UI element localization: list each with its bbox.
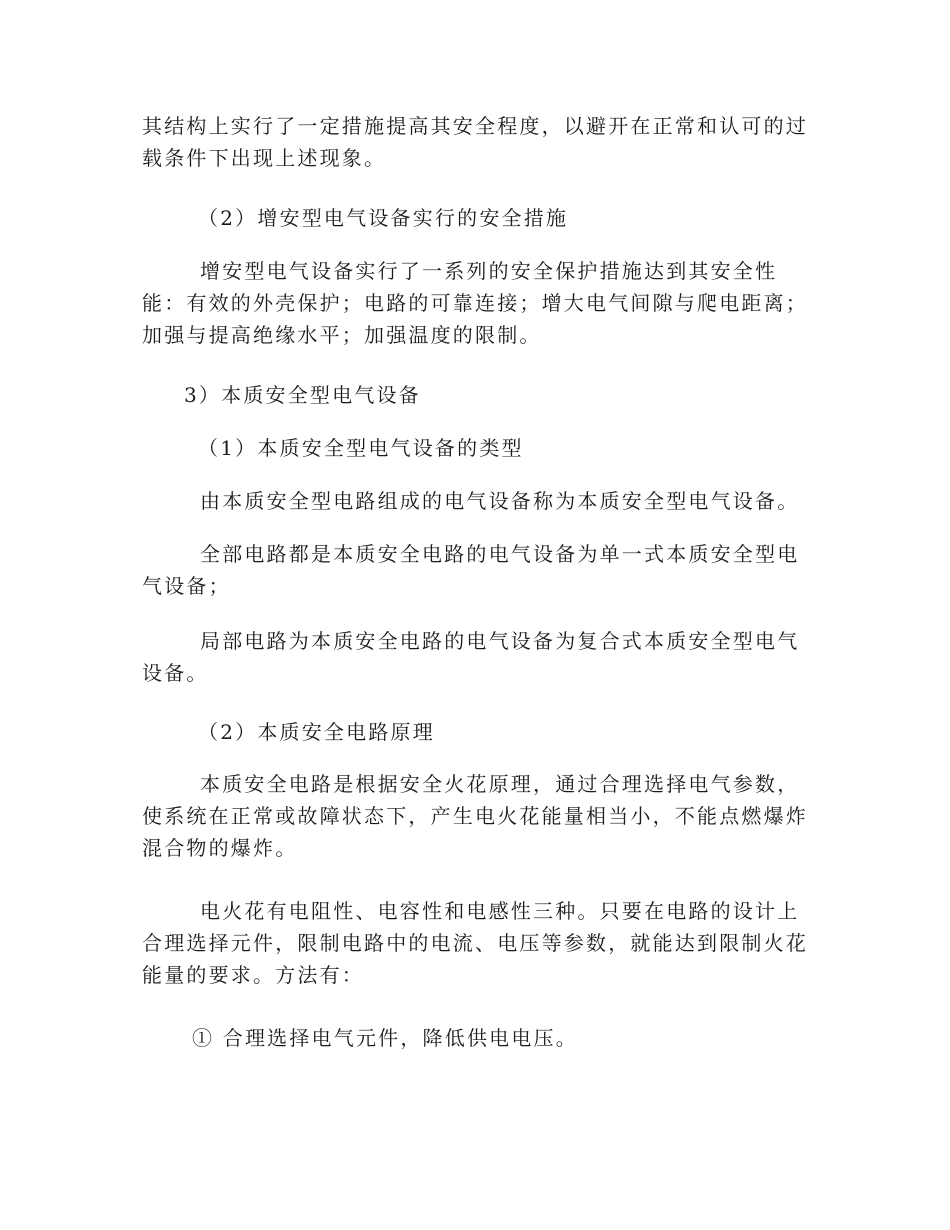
list-item-method-1: ① 合理选择电气元件，降低供电电压。 (192, 1026, 578, 1050)
heading-intrinsic-safety-equipment: 3）本质安全型电气设备 (184, 383, 421, 407)
paragraph-increased-safety-measures: 增安型电气设备实行了一系列的安全保护措施达到其安全性能：有效的外壳保护；电路的可靠连接；增大电气间隙与爬电距离；加强与提高绝缘水平；加强温度的限制。 (142, 259, 808, 347)
paragraph-intrinsic-safety-definition: 由本质安全型电路组成的电气设备称为本质安全型电气设备。 (200, 489, 800, 513)
heading-intrinsic-safety-principle: （2）本质安全电路原理 (198, 720, 435, 744)
paragraph-spark-types: 电火花有电阻性、电容性和电感性三种。只要在电路的设计上合理选择元件，限制电路中的电流、电压等参数，就能达到限制火花能量的要求。方法有： (142, 899, 808, 987)
paragraph-continuation: 其结构上实行了一定措施提高其安全程度，以避开在正常和认可的过载条件下出现上述现象。 (142, 114, 808, 170)
paragraph-single-type: 全部电路都是本质安全电路的电气设备为单一式本质安全型电气设备； (142, 542, 800, 598)
heading-increased-safety-measures: （2）增安型电气设备实行的安全措施 (198, 206, 569, 230)
paragraph-composite-type: 局部电路为本质安全电路的电气设备为复合式本质安全型电气设备。 (142, 629, 800, 685)
heading-intrinsic-safety-types: （1）本质安全型电气设备的类型 (198, 436, 524, 460)
paragraph-principle: 本质安全电路是根据安全火花原理，通过合理选择电气参数，使系统在正常或故障状态下，产生电火花能量相当小，不能点燃爆炸混合物的爆炸。 (142, 772, 808, 860)
